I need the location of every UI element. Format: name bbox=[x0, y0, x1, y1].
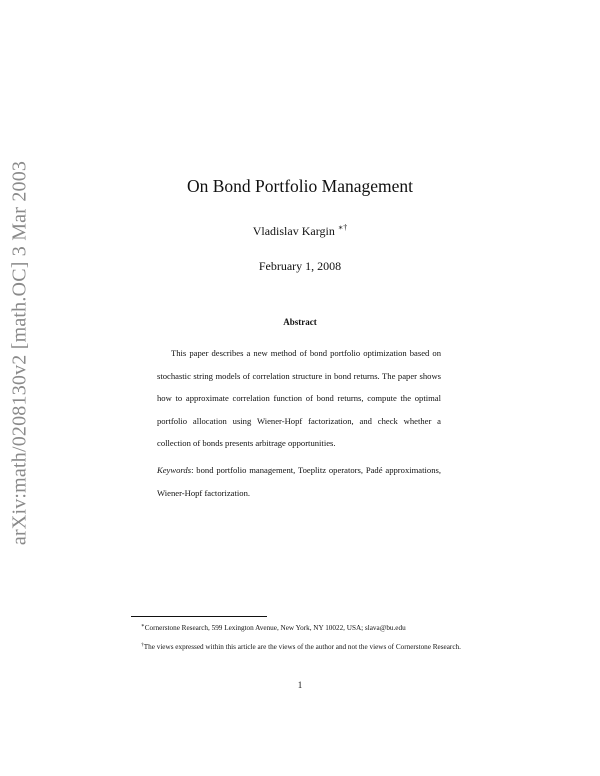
keywords-paragraph: Keywords: bond portfolio management, Toeplitz operators, Padé approximations, Wiener-Hopf factorization. bbox=[157, 465, 441, 498]
paper-title: On Bond Portfolio Management bbox=[186, 176, 413, 196]
footnote-affiliation bbox=[131, 618, 469, 637]
footnote-text: The views expressed within this article are the views of the author and not the views of Cornerstone Research. bbox=[143, 643, 461, 651]
paper-date: February 1, 2008 bbox=[258, 259, 342, 273]
keywords-label: Keywords bbox=[157, 465, 192, 475]
page-number: 1 bbox=[297, 680, 303, 690]
abstract-heading: Abstract bbox=[283, 317, 317, 327]
author-footnote-marks: ∗† bbox=[337, 223, 348, 232]
footnote-rule bbox=[131, 616, 267, 617]
footnote-mark: † bbox=[141, 642, 144, 648]
keywords-text: bond portfolio management, Toeplitz operators, Padé approximations, Wiener-Hopf factorization. bbox=[157, 465, 441, 498]
footnote-disclaimer bbox=[131, 637, 469, 656]
author-name: Vladislav Kargin bbox=[252, 224, 335, 238]
author-line bbox=[0, 223, 600, 239]
abstract-body: This paper describes a new method of bond portfolio optimization based on stochastic string models of correlation structure in bond returns. The paper shows how to approximate correlation function of bond returns, compute the optimal portfolio allocation using Wiener-Hopf factorization, and check whether a collection of bonds presents arbitrage opportunities. bbox=[157, 348, 441, 448]
footnote-mark: ∗ bbox=[141, 623, 145, 629]
footnote-text: Cornerstone Research, 599 Lexington Avenue, New York, NY 10022, USA; slava@bu.edu bbox=[144, 624, 406, 632]
footnotes bbox=[131, 618, 469, 656]
arxiv-identifier-stamp: arXiv:math/0208130v2 [math.OC] 3 Mar 2003 bbox=[8, 160, 31, 546]
